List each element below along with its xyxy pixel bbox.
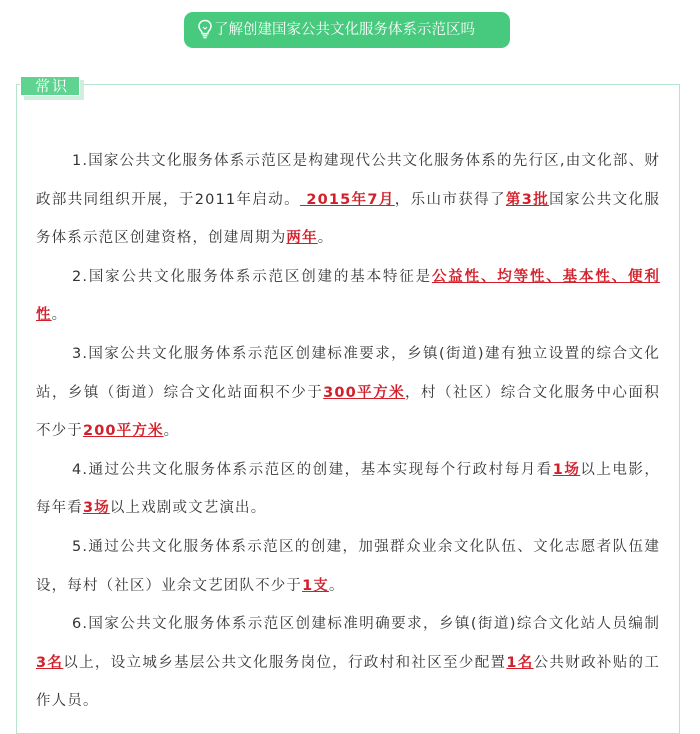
highlighted-value: 200平方米 <box>82 423 164 440</box>
paragraph-text: 以上电影，每年看 <box>36 461 661 517</box>
paragraph-text: 3.国家公共文化服务体系示范区创建标准要求，乡镇(街道)建有独立设置的综合文化站，乡镇（街道）综合文化站面积不少于 <box>36 345 660 401</box>
paragraph-text: 1.国家公共文化服务体系示范区是构建现代公共文化服务体系的先行区,由文化部、财政部共同组织开展，于2011年启动。 <box>36 153 660 208</box>
paragraph-text: 4.通过公共文化服务体系示范区的创建，基本实现每个行政村每月看 <box>72 461 553 478</box>
paragraph-item-4 <box>36 451 660 528</box>
page-title: 了解创建国家公共文化服务体系示范区吗 <box>214 22 475 38</box>
paragraph-item-6 <box>36 605 660 721</box>
paragraph-text: 以上戏剧或文艺演出。 <box>109 500 267 517</box>
highlighted-value: 3场 <box>82 500 110 517</box>
paragraph-text: 6.国家公共文化服务体系示范区创建标准明确要求，乡镇(街道)综合文化站人员编制 <box>72 616 660 633</box>
paragraph-text: 。 <box>51 307 68 324</box>
paragraph-text: 2.国家公共文化服务体系示范区创建的基本特征是 <box>72 268 432 285</box>
paragraph-text: 。 <box>328 577 345 594</box>
paragraph-text: 国家公共文化服务体系示范区创建资格，创建周期为 <box>36 191 660 247</box>
highlighted-value: 300平方米 <box>323 384 406 401</box>
paragraph-text: 5.通过公共文化服务体系示范区的创建，加强群众业余文化队伍、文化志愿者队伍建设，每村（社区）业余文艺团队不少于 <box>36 538 660 594</box>
paragraph-item-2 <box>36 258 660 335</box>
highlighted-value: 公益性、均等性、基本性、便利性 <box>36 268 660 324</box>
highlighted-value: 第3批 <box>505 191 550 208</box>
section-tag <box>20 76 84 100</box>
highlighted-value: 1支 <box>302 577 329 594</box>
highlighted-value: 3名 <box>36 654 64 671</box>
paragraph-item-1 <box>36 142 660 258</box>
paragraph-text: ，村（社区）综合文化服务中心面积不少于 <box>36 384 660 440</box>
title-banner <box>184 12 510 48</box>
highlighted-value: 1场 <box>552 461 581 478</box>
paragraph-text: 以上，设立城乡基层公共文化服务岗位，行政村和社区至少配置 <box>63 654 507 671</box>
lightbulb-icon <box>196 17 214 37</box>
article-body <box>36 142 660 721</box>
paragraph-text: ，乐山市获得了 <box>394 191 506 208</box>
paragraph-item-5 <box>36 528 660 605</box>
paragraph-item-3 <box>36 335 660 451</box>
section-tag-label: 常识 <box>20 76 80 96</box>
highlighted-value: 2015年7月 <box>299 191 395 208</box>
paragraph-text: 。 <box>163 423 180 440</box>
paragraph-text: 公共财政补贴的工作人员。 <box>36 654 661 710</box>
paragraph-text: 。 <box>317 230 334 247</box>
highlighted-value: 两年 <box>286 230 318 247</box>
highlighted-value: 1名 <box>506 654 534 671</box>
